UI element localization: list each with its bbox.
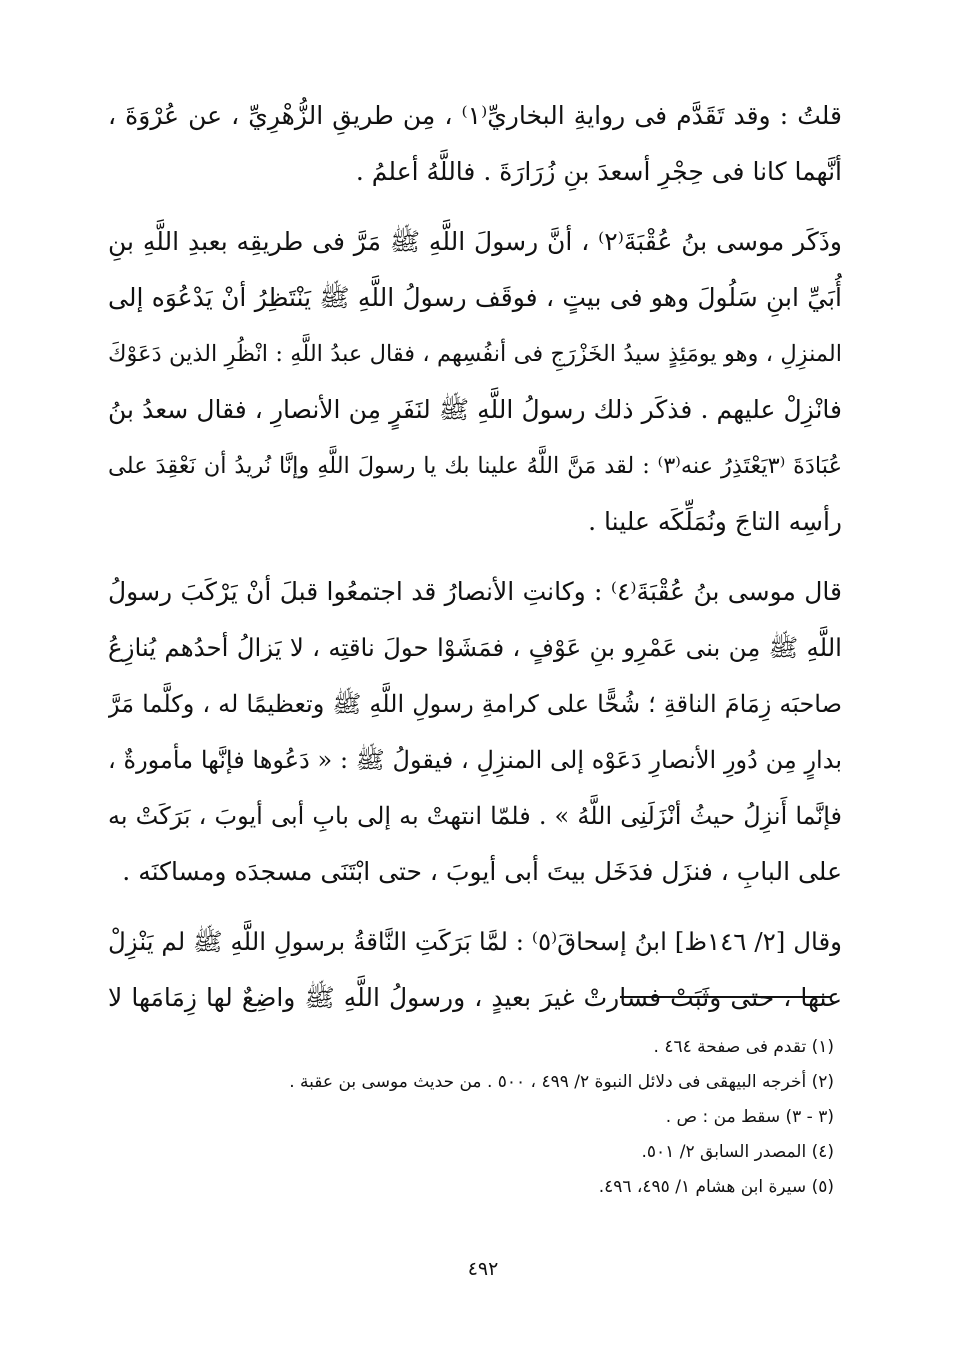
text-line: وذَكَر موسى بنُ عُقْبَةَ⁽٢⁾ ، أنَّ رسولَ اللَّهِ ﷺ مَرَّ فى طريقِه بعبدِ اللَّهِ بنِ xyxy=(108,227,842,256)
text-line: عنها ، حتى وثَبَتْ فسارتْ غيرَ بعيدٍ ، ورسولُ اللَّهِ ﷺ واضِعٌ لها زِمَامَها لا xyxy=(108,983,842,1012)
footnote: (٥) سيرة ابن هشام ١/ ٤٩٥، ٤٩٦. xyxy=(598,1177,834,1197)
text-line: بدارٍ مِن دُورِ الأنصارِ دَعَوْه إلى المنزِلِ ، فيقولُ ﷺ : « دَعُوها فإنَّها مأمورةٌ ، xyxy=(108,746,842,774)
footnote: (٢) أخرجه البيهقى فى دلائل النبوة ٢/ ٤٩٩ ، ٥٠٠ . من حديث موسى بن عقبة . xyxy=(289,1072,834,1092)
text-line: فإنَّما أَنزِلُ حيثُ أنْزَلَنِى اللَّهُ » . فلمّا انتهتْ به إلى بابِ أبى أيوبَ ، بَرَكَتْ به xyxy=(108,802,842,830)
text-line: أُبَيِّ ابنِ سَلُولَ وهو فى بيتٍ ، فوقَف رسولُ اللَّهِ ﷺ يَنْتَظِرُ أنْ يَدْعُوَه إلى xyxy=(108,283,842,312)
text-line: على البابِ ، فنزَل فدَخَل بيتَ أبى أيوبَ ، حتى ابْتَنَى مسجدَه ومساكنَه . xyxy=(122,857,842,886)
text-line: المنزِلِ ، وهو يومَئِذٍ سيدُ الخَزْرَجِ فى أنفُسِهم ، فقال عبدُ اللَّهِ : انْظُرِ الذين دَعَوْكَ xyxy=(108,341,842,367)
text-line: أنَّهما كانا فى حِجْرِ أسعدَ بنِ زُرَارَةَ . فاللَّهُ أعلمُ . xyxy=(355,157,842,186)
main-text xyxy=(108,88,842,1026)
text-line: قال موسى بنُ عُقْبَةَ⁽٤⁾ : وكانتِ الأنصارُ قد اجتمعُوا قبلَ أنْ يَرْكَبَ رسولُ xyxy=(108,577,842,606)
text-line: قلتُ : وقد تَقَدَّم فى روايةِ البخاريِّ⁽١⁾ ، مِن طريقِ الزُّهْرِيِّ ، عن عُرْوَةَ ، xyxy=(108,101,842,130)
footnote-separator xyxy=(620,996,830,998)
text-line: وقال [٢/ ١٤٦ظ] ابنُ إسحاقَ⁽٥⁾ : لمَّا بَرَكَتِ النَّاقةُ برسولِ اللَّهِ ﷺ لم يَنْزِلْ xyxy=(108,927,842,956)
footnote: (٣ - ٣) سقط من : ص . xyxy=(665,1107,834,1127)
text-line: صاحبَه زِمَامَ الناقةِ ؛ شُحًّا على كرامةِ رسولِ اللَّهِ ﷺ وتعظيمًا له ، وكلَّما مَرَّ xyxy=(108,690,842,718)
text-line: اللَّهِ ﷺ مِن بنى عَمْرِو بنِ عَوْفٍ ، فمَشَوْا حولَ ناقتِه ، لا يَزالُ أحدُهم يُنازِعُ xyxy=(108,633,842,662)
page-number: ٤٩٢ xyxy=(467,1258,499,1280)
text-line: رأسِه التاجَ ونُمَلِّكَه علينا . xyxy=(588,507,842,536)
text-line: عُبَادَةَ ⁽٣يَعْتَذِرُ عنه⁽٣⁾ : لقد مَنَّ اللَّهُ علينا بك يا رسولَ اللَّهِ وإنَّا نُريدُ أن نَعْقِدَ على xyxy=(108,453,842,479)
footnote: (٤) المصدر السابق ٢/ ٥٠١. xyxy=(641,1142,834,1162)
text-line: فانْزِلْ عليهم . فذكَر ذلك رسولُ اللَّهِ ﷺ لنَفَرٍ مِن الأنصارِ ، فقال سعدُ بنُ xyxy=(108,395,842,424)
footnotes xyxy=(134,1030,834,1205)
footnote: (١) تقدم فى صفحة ٤٦٤ . xyxy=(653,1037,834,1057)
